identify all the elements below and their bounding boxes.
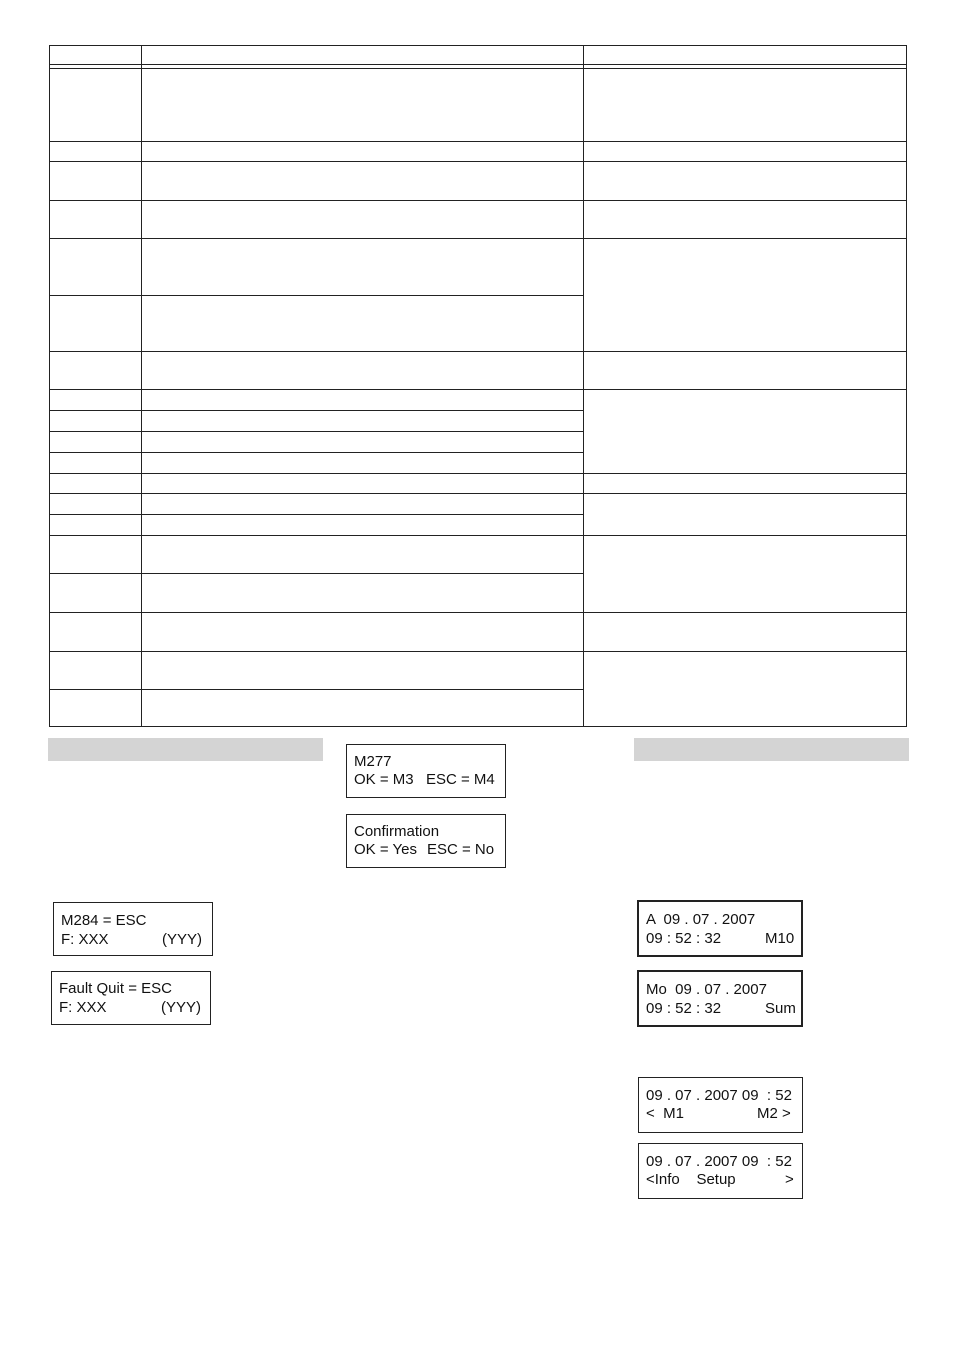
table-row-divider [50, 651, 906, 652]
display-m277 [346, 744, 506, 798]
display-line: (YYY) [162, 931, 203, 948]
table-row-divider [50, 612, 906, 613]
table-row-divider [50, 295, 583, 296]
table-row-divider [50, 514, 583, 515]
display-line: M277 [354, 753, 392, 770]
display-line: Mo 09 . 07 . 2007 [646, 981, 767, 998]
table-row-divider [50, 535, 906, 536]
display-auto-date [637, 900, 803, 957]
display-line: 09 : 52 : 32 [646, 1000, 722, 1017]
display-line: 09 : 52 : 32 [646, 930, 722, 947]
display-line: ESC = M4 [426, 771, 495, 788]
display-line: M284 = ESC [61, 912, 147, 929]
display-line: 09 . 07 . 2007 09 : 52 [646, 1153, 792, 1170]
display-menu-info-setup [638, 1143, 803, 1199]
table-row-divider [50, 573, 583, 574]
display-line: A 09 . 07 . 2007 [646, 911, 756, 928]
table-row-divider [50, 452, 583, 453]
display-line: (YYY) [161, 999, 202, 1016]
table-row-divider [50, 389, 906, 390]
table-row-divider [50, 200, 906, 201]
display-m284 [53, 902, 213, 956]
display-line: F: XXX [61, 931, 109, 948]
display-fault-quit [51, 971, 211, 1025]
display-line: OK = Yes [354, 841, 417, 858]
display-line: ESC = No [427, 841, 495, 858]
table-row-divider [50, 493, 906, 494]
display-line: <Info Setup [646, 1171, 736, 1188]
display-confirmation [346, 814, 506, 868]
display-line: M10 [765, 930, 795, 947]
table-header-divider [50, 68, 906, 69]
table-header-divider [50, 64, 906, 65]
display-line: 09 . 07 . 2007 09 : 52 [646, 1087, 792, 1104]
table-row-divider [50, 410, 583, 411]
display-line: > [785, 1171, 794, 1188]
section-header-band-left [48, 738, 323, 761]
table-row-divider [50, 161, 906, 162]
display-line: Confirmation [354, 823, 440, 840]
table-row-divider [50, 141, 906, 142]
table-row-divider [50, 689, 583, 690]
parameter-table [49, 45, 907, 727]
table-column-divider [583, 46, 584, 726]
display-line: F: XXX [59, 999, 107, 1016]
table-row-divider [50, 238, 906, 239]
display-mo-date [637, 970, 803, 1027]
display-line: M2 > [757, 1105, 791, 1122]
display-line: < M1 [646, 1105, 684, 1122]
table-row-divider [50, 473, 906, 474]
section-header-band-right [634, 738, 909, 761]
table-row-divider [50, 351, 906, 352]
display-line: Sum [765, 1000, 796, 1017]
display-menu-m1-m2 [638, 1077, 803, 1133]
display-line: Fault Quit = ESC [59, 980, 172, 997]
table-column-divider [141, 46, 142, 726]
display-line: OK = M3 [354, 771, 414, 788]
table-row-divider [50, 431, 583, 432]
